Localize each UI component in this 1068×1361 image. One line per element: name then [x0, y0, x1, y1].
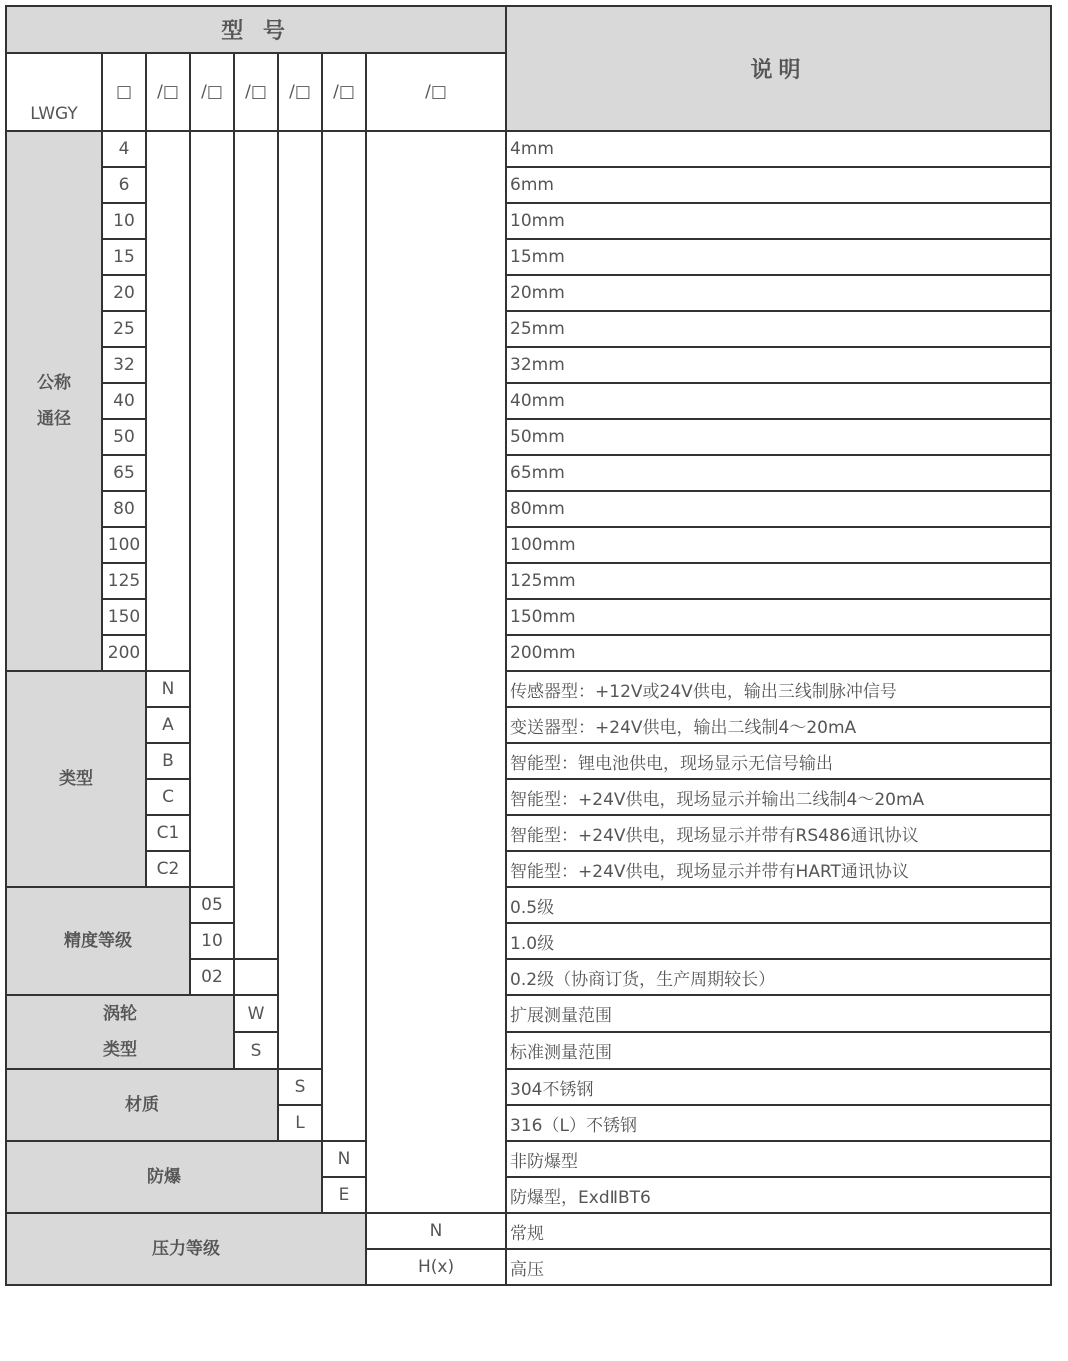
turbine-type-description: 扩展测量范围	[506, 995, 1051, 1032]
nominal-diameter-description: 25mm	[506, 311, 1051, 347]
table-row	[6, 779, 1051, 815]
nominal-diameter-code: 65	[102, 455, 146, 491]
explosion-proof-description: 非防爆型	[506, 1141, 1051, 1177]
type-description: 智能型：锂电池供电，现场显示无信号输出	[506, 743, 1051, 779]
nominal-diameter-code: 50	[102, 419, 146, 455]
empty-cell	[278, 131, 322, 1069]
nominal-diameter-description: 100mm	[506, 527, 1051, 563]
explosion-proof-code: N	[322, 1141, 366, 1177]
type-code: C1	[146, 815, 190, 851]
explosion-proof-code: E	[322, 1177, 366, 1213]
table-row	[6, 995, 1051, 1032]
nominal-diameter-description: 125mm	[506, 563, 1051, 599]
table-row	[6, 815, 1051, 851]
nominal-diameter-code: 80	[102, 491, 146, 527]
explosion-proof-description: 防爆型，ExdⅡBT6	[506, 1177, 1051, 1213]
model-selection-table	[5, 5, 1052, 1286]
type-label	[6, 671, 146, 887]
table-row	[6, 1141, 1051, 1177]
pressure-class-description: 高压	[506, 1249, 1051, 1285]
nominal-diameter-description: 10mm	[506, 203, 1051, 239]
label-line: 压力等级	[152, 1239, 220, 1259]
header-row-1	[6, 6, 1051, 53]
type-description: 智能型：+24V供电，现场显示并输出二线制4～20mA	[506, 779, 1051, 815]
nominal-diameter-description: 6mm	[506, 167, 1051, 203]
explosion-proof-label	[6, 1141, 322, 1213]
code-slot-4: /□	[234, 53, 278, 131]
code-slot-5: /□	[278, 53, 322, 131]
type-description: 变送器型：+24V供电，输出二线制4～20mA	[506, 707, 1051, 743]
accuracy-class-label	[6, 887, 190, 995]
code-slot-1: □	[102, 53, 146, 131]
material-label	[6, 1069, 278, 1141]
nominal-diameter-code: 150	[102, 599, 146, 635]
table-row	[6, 1213, 1051, 1249]
nominal-diameter-description: 65mm	[506, 455, 1051, 491]
nominal-diameter-description: 40mm	[506, 383, 1051, 419]
turbine-type-code: S	[234, 1032, 278, 1069]
nominal-diameter-code: 200	[102, 635, 146, 671]
table-row	[6, 707, 1051, 743]
material-description: 304不锈钢	[506, 1069, 1051, 1105]
pressure-class-code: H(x)	[366, 1249, 506, 1285]
nominal-diameter-description: 15mm	[506, 239, 1051, 275]
material-code: L	[278, 1105, 322, 1141]
table-row	[6, 887, 1051, 923]
nominal-diameter-code: 25	[102, 311, 146, 347]
accuracy-class-code: 02	[190, 959, 234, 995]
description-header: 说明	[506, 6, 1051, 131]
nominal-diameter-code: 100	[102, 527, 146, 563]
turbine-type-description: 标准测量范围	[506, 1032, 1051, 1069]
accuracy-class-code: 10	[190, 923, 234, 959]
turbine-type-label	[6, 995, 234, 1069]
nominal-diameter-code: 4	[102, 131, 146, 167]
nominal-diameter-description: 4mm	[506, 131, 1051, 167]
material-description: 316（L）不锈钢	[506, 1105, 1051, 1141]
accuracy-class-code: 05	[190, 887, 234, 923]
pressure-class-label	[6, 1213, 366, 1285]
empty-cell	[366, 131, 506, 1213]
nominal-diameter-code: 20	[102, 275, 146, 311]
nominal-diameter-description: 200mm	[506, 635, 1051, 671]
type-code: B	[146, 743, 190, 779]
empty-cell	[234, 131, 278, 959]
table-row	[6, 671, 1051, 707]
pressure-class-code: N	[366, 1213, 506, 1249]
type-code: C2	[146, 851, 190, 887]
model-prefix: LWGY	[6, 53, 102, 131]
table-row	[6, 1069, 1051, 1105]
nominal-diameter-code: 15	[102, 239, 146, 275]
table-row	[6, 851, 1051, 887]
label-line: 类型	[103, 1040, 137, 1060]
pressure-class-description: 常规	[506, 1213, 1051, 1249]
nominal-diameter-code: 10	[102, 203, 146, 239]
nominal-diameter-code: 6	[102, 167, 146, 203]
type-code: A	[146, 707, 190, 743]
type-description: 智能型：+24V供电，现场显示并带有HART通讯协议	[506, 851, 1051, 887]
label-line: 精度等级	[64, 931, 132, 951]
accuracy-class-description: 0.5级	[506, 887, 1051, 923]
material-code: S	[278, 1069, 322, 1105]
table-row	[6, 743, 1051, 779]
label-line: 材质	[125, 1095, 159, 1115]
code-slot-7: /□	[366, 53, 506, 131]
nominal-diameter-code: 40	[102, 383, 146, 419]
type-description: 传感器型：+12V或24V供电，输出三线制脉冲信号	[506, 671, 1051, 707]
code-slot-3: /□	[190, 53, 234, 131]
empty-cell	[146, 131, 190, 671]
type-code: N	[146, 671, 190, 707]
nominal-diameter-description: 150mm	[506, 599, 1051, 635]
code-slot-2: /□	[146, 53, 190, 131]
nominal-diameter-description: 20mm	[506, 275, 1051, 311]
nominal-diameter-description: 32mm	[506, 347, 1051, 383]
nominal-diameter-description: 50mm	[506, 419, 1051, 455]
empty-cell	[234, 959, 278, 995]
model-header: 型 号	[6, 6, 506, 53]
nominal-diameter-code: 125	[102, 563, 146, 599]
accuracy-class-description: 1.0级	[506, 923, 1051, 959]
label-line: 通径	[37, 409, 71, 429]
empty-cell	[190, 131, 234, 887]
code-slot-6: /□	[322, 53, 366, 131]
type-description: 智能型：+24V供电，现场显示并带有RS486通讯协议	[506, 815, 1051, 851]
nominal-diameter-code: 32	[102, 347, 146, 383]
label-line: 防爆	[147, 1167, 181, 1187]
accuracy-class-description: 0.2级（协商订货，生产周期较长）	[506, 959, 1051, 995]
nominal-diameter-label	[6, 131, 102, 671]
label-line: 公称	[37, 373, 71, 393]
label-line: 类型	[59, 769, 93, 789]
turbine-type-code: W	[234, 995, 278, 1032]
table-row	[6, 131, 1051, 167]
type-code: C	[146, 779, 190, 815]
empty-cell	[322, 131, 366, 1141]
label-line: 涡轮	[103, 1004, 137, 1024]
nominal-diameter-description: 80mm	[506, 491, 1051, 527]
